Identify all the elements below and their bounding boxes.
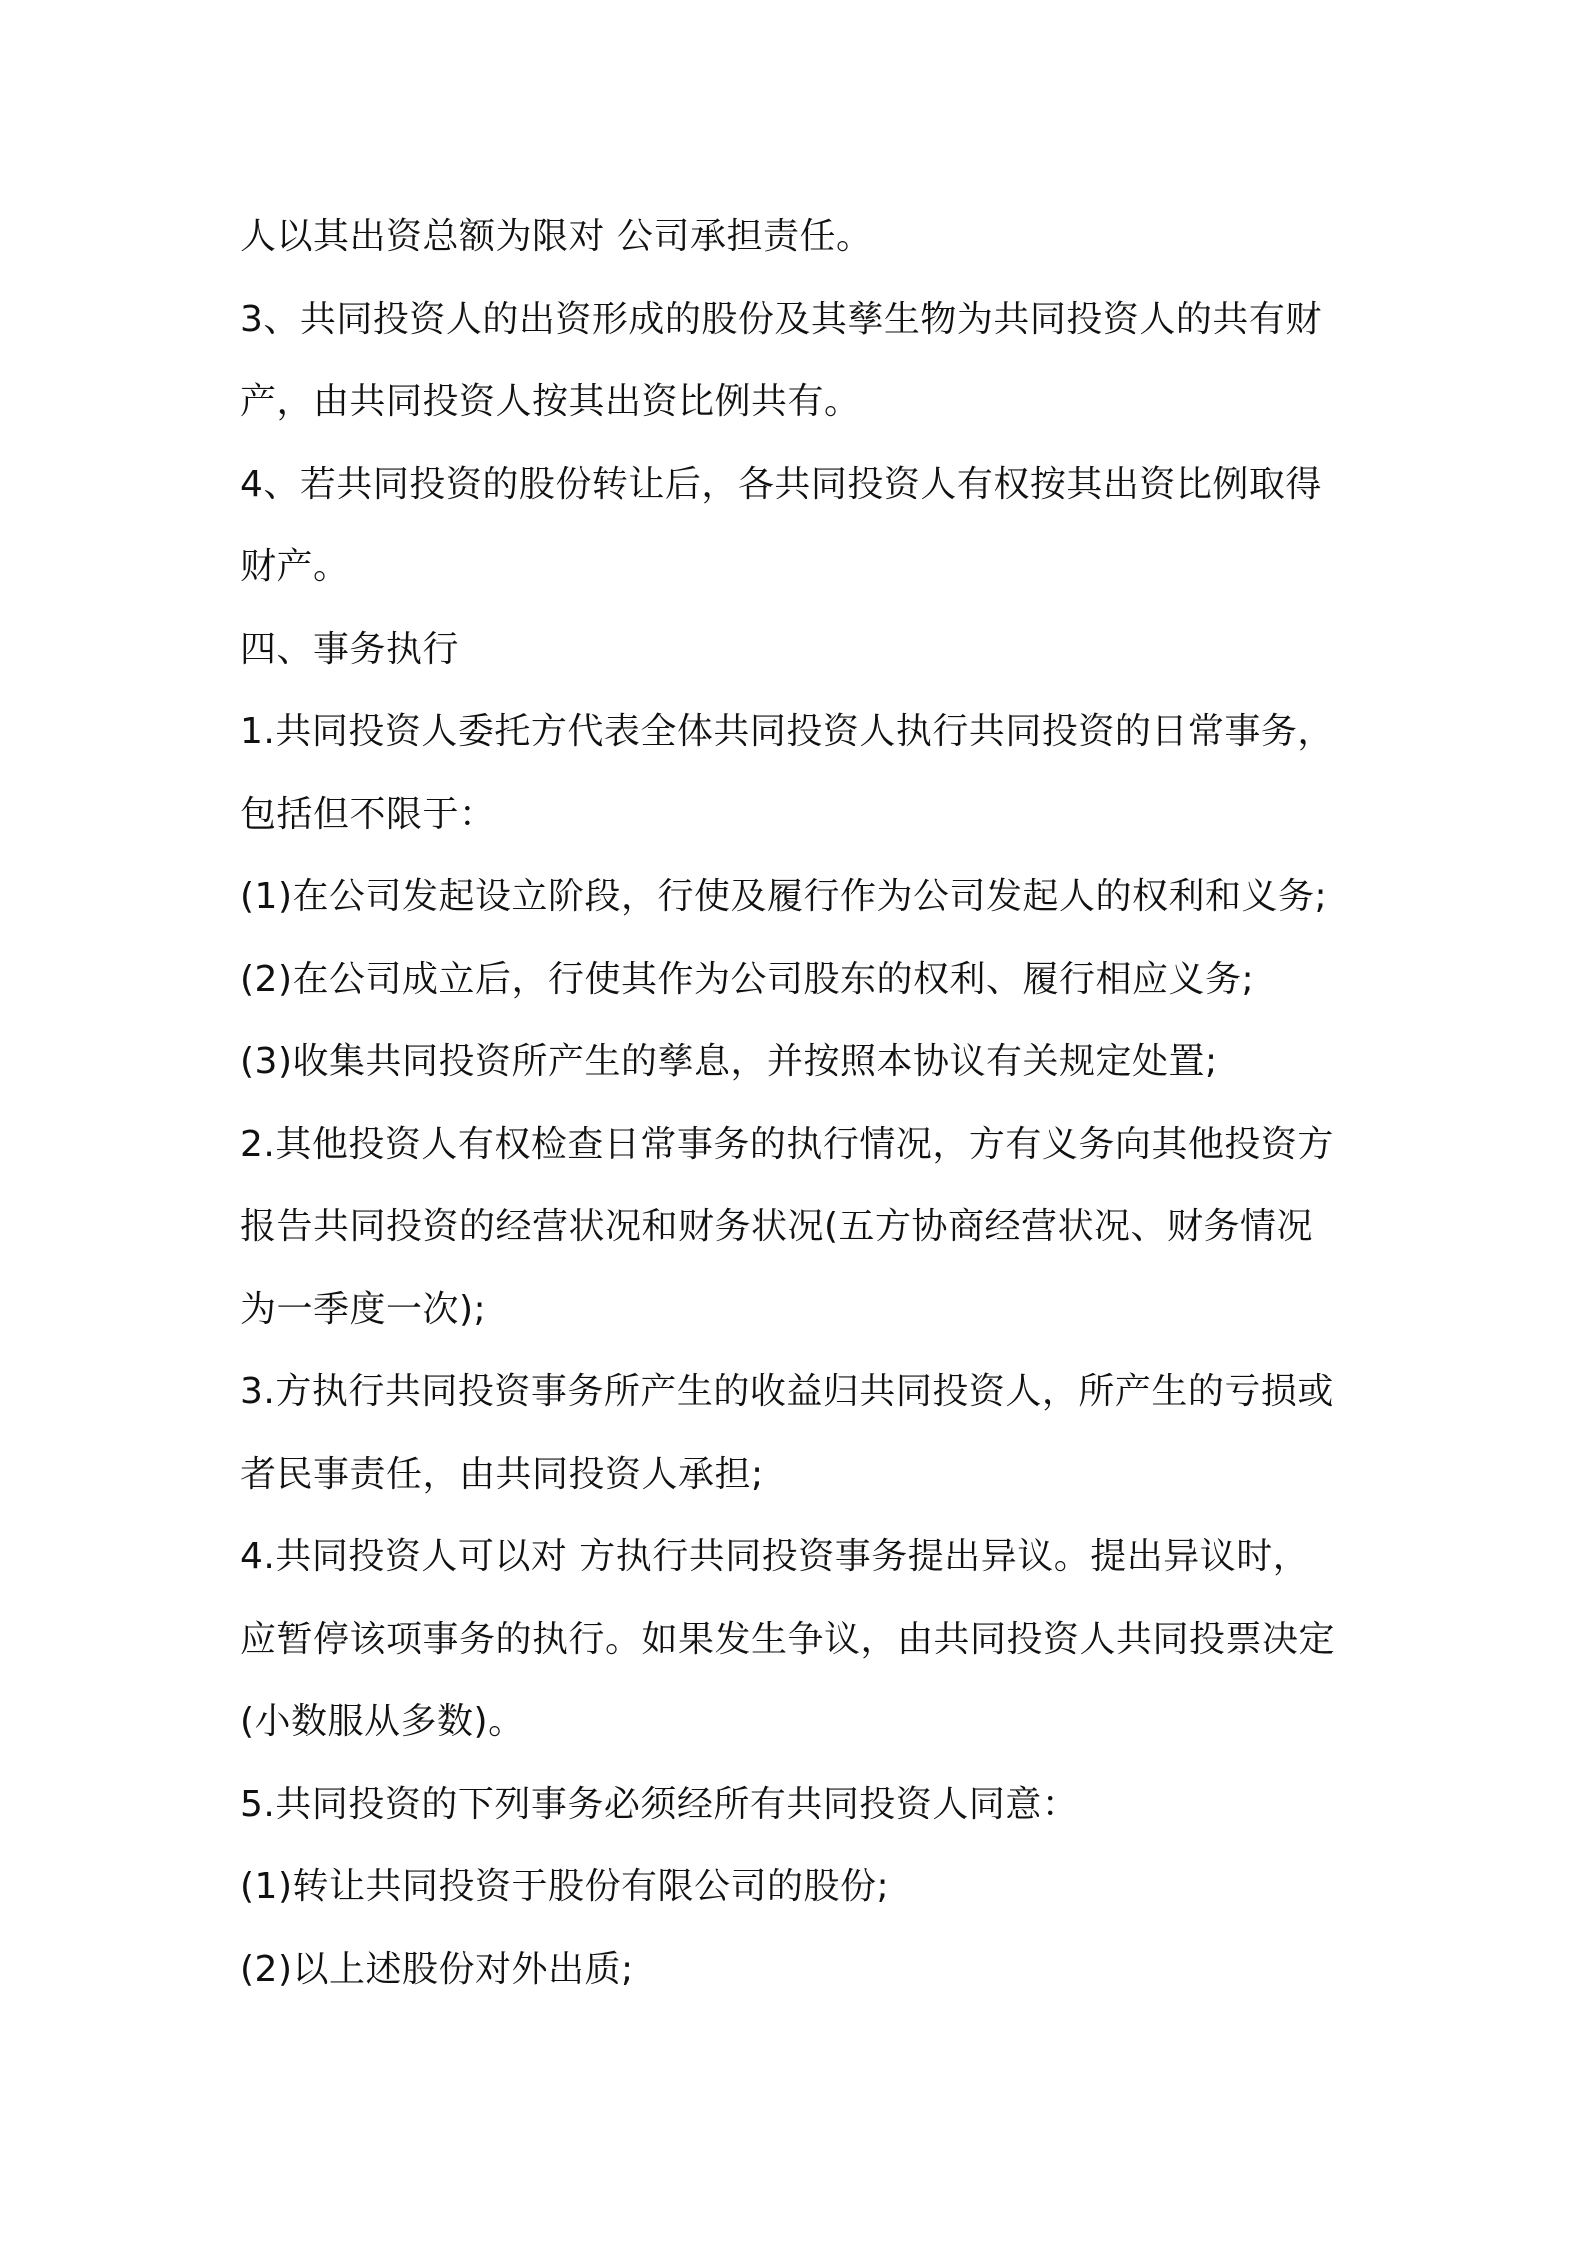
text-line: (小数服从多数)。 bbox=[240, 1701, 525, 1742]
text-line: 3.方执行共同投资事务所产生的收益归共同投资人，所产生的亏损或 bbox=[240, 1371, 1334, 1412]
text-line: 1.共同投资人委托方代表全体共同投资人执行共同投资的日常事务， bbox=[240, 711, 1334, 752]
text-line: 报告共同投资的经营状况和财务状况(五方协商经营状况、财务情况 bbox=[240, 1206, 1314, 1247]
list-item: (2)在公司成立后，行使其作为公司股东的权利、履行相应义务; bbox=[240, 958, 1255, 1000]
text-line: 2.其他投资人有权检查日常事务的执行情况，方有义务向其他投资方 bbox=[240, 1123, 1334, 1165]
list-item: (1)转让共同投资于股份有限公司的股份; bbox=[240, 1866, 890, 1907]
list-item: (3)收集共同投资所产生的孳息，并按照本协议有关规定处置; bbox=[240, 1041, 1218, 1082]
text-line: 5.共同投资的下列事务必须经所有共同投资人同意： bbox=[240, 1783, 1079, 1825]
text-line: 应暂停该项事务的执行。如果发生争议，由共同投资人共同投票决定 bbox=[240, 1618, 1336, 1660]
text-line: 产，由共同投资人按其出资比例共有。 bbox=[240, 381, 861, 422]
text-line: 为一季度一次); bbox=[240, 1288, 487, 1330]
text-line: 财产。 bbox=[240, 546, 350, 587]
list-item: (2)以上述股份对外出质; bbox=[240, 1948, 634, 1990]
text-line: 包括但不限于： bbox=[240, 793, 496, 835]
document-body bbox=[240, 196, 1370, 2011]
list-item: (1)在公司发起设立阶段，行使及履行作为公司发起人的权利和义务; bbox=[240, 876, 1328, 917]
text-line: 3、共同投资人的出资形成的股份及其孳生物为共同投资人的共有财 bbox=[240, 298, 1322, 340]
text-line: 4.共同投资人可以对 方执行共同投资事务提出异议。提出异议时， bbox=[240, 1536, 1310, 1577]
text-line: 人以其出资总额为限对 公司承担责任。 bbox=[240, 216, 873, 257]
section-heading: 四、事务执行 bbox=[240, 628, 460, 670]
text-line: 4、若共同投资的股份转让后，各共同投资人有权按其出资比例取得 bbox=[240, 463, 1322, 505]
text-line: 者民事责任，由共同投资人承担; bbox=[240, 1453, 764, 1495]
